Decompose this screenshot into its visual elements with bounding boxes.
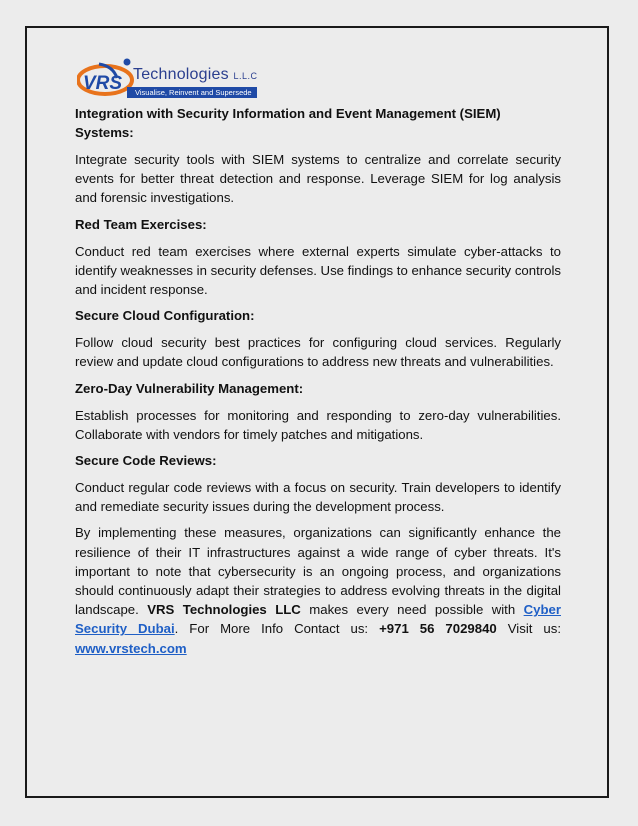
section-body: Establish processes for monitoring and responding to zero-day vulnerabilities. Collaborate with vendors for timely patches and mitigations. [75,407,561,442]
article-body [75,104,561,658]
phone-number: +971 56 7029840 [379,621,497,637]
section-heading: Red Team Exercises: [75,216,207,232]
company-name: VRS Technologies LLC [147,602,301,618]
section-heading: Secure Code Reviews: [75,453,217,469]
logo-tagline: Visualise, Reinvent and Supersede [127,87,257,98]
company-logo [77,54,267,104]
logo-mark-text: VRS [83,73,123,94]
section-heading: Zero-Day Vulnerability Management: [75,380,304,396]
section-zero-day [75,379,561,444]
section-red-team [75,215,561,300]
section-heading: Integration with Security Information and Event Management (SIEM) Systems: [75,106,501,140]
section-siem [75,104,561,208]
section-code-review [75,451,561,516]
section-body: Follow cloud security best practices for configuring cloud services. Regularly review and update cloud configurations to address new threats and vulnerabilities. [75,335,561,370]
section-heading: Secure Cloud Configuration: [75,308,255,324]
logo-brand-name: Technologies L.L.C [133,66,258,83]
section-body: Conduct red team exercises where external experts simulate cyber-attacks to identify weaknesses in security defenses. Use findings to enhance security controls and incident response. [75,243,561,298]
section-body: Integrate security tools with SIEM systems to centralize and correlate security events for better threat detection and response. Leverage SIEM for log analysis and forensic investigations. [75,152,561,206]
document-page [25,26,609,798]
cyber-security-dubai-link[interactable]: Cyber Security Dubai [75,602,561,637]
section-cloud-config [75,306,561,371]
section-body: Conduct regular code reviews with a focus on security. Train developers to identify and remediate security issues during the development process. [75,480,561,515]
closing-paragraph: By implementing these measures, organizations can significantly enhance the resilience of their IT infrastructures against a wide range of cyber threats. It's important to note that cybersecurity is an ongoing process, and organizations should continuously adapt their strategies to address evolving threats in the digital landscape. VRS Technologies LLC makes every need possible with Cyber Security Dubai. For More Info Contact us: +971 56 7029840 Visit us: www.vrstech.com [75,525,561,656]
website-link[interactable]: www.vrstech.com [75,640,187,656]
